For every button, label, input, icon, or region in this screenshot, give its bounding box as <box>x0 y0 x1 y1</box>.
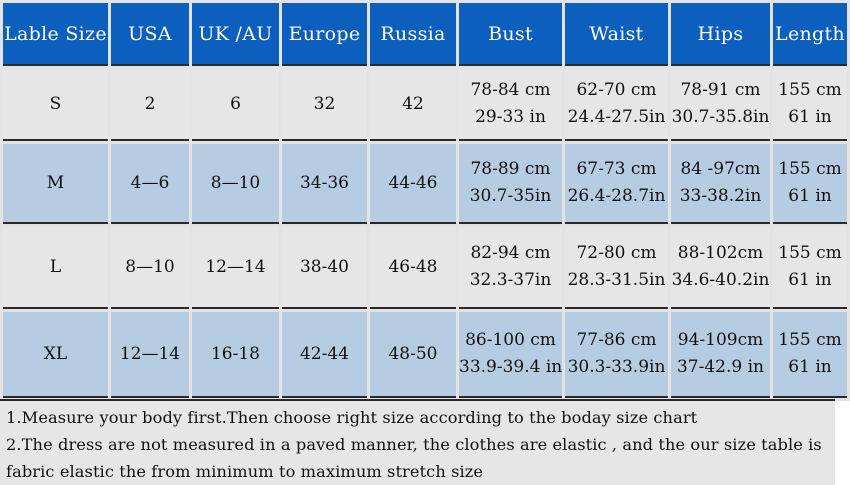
header-label-size: Lable Size <box>3 3 108 66</box>
bust-cell <box>459 227 562 309</box>
bust-cell <box>459 69 562 141</box>
header-russia: Russia <box>370 3 456 66</box>
russia-cell: 48-50 <box>370 312 456 398</box>
note-line: fabric elastic the from minimum to maximum stretch size <box>6 462 484 481</box>
hips-cell <box>671 144 770 224</box>
header-europe: Europe <box>282 3 367 66</box>
length-in: 61 in <box>788 270 832 290</box>
waist-cell <box>565 227 668 309</box>
size-label-cell: L <box>3 227 108 309</box>
bust-in: 29-33 in <box>475 107 546 127</box>
europe-cell: 34-36 <box>282 144 367 224</box>
bust-cell <box>459 312 562 398</box>
header-uk-au: UK /AU <box>192 3 279 66</box>
bust-cell <box>459 144 562 224</box>
note-line: 1.Measure your body first.Then choose right size according to the boday size chart <box>6 408 698 427</box>
waist-cell <box>565 312 668 398</box>
size-label-cell: M <box>3 144 108 224</box>
note-line: 2.The dress are not measured in a paved manner, the clothes are elastic , and the our size table is <box>6 435 822 454</box>
bust-in: 32.3-37in <box>469 270 552 290</box>
length-cell <box>773 144 847 224</box>
uk-au-cell: 6 <box>192 69 279 141</box>
table-row-xl <box>3 312 847 398</box>
header-bust: Bust <box>459 3 562 66</box>
waist-cm: 72-80 cm <box>576 243 657 263</box>
waist-in: 30.3-33.9in <box>567 357 666 377</box>
length-in: 61 in <box>788 186 832 206</box>
bust-cm: 82-94 cm <box>470 243 551 263</box>
russia-cell: 42 <box>370 69 456 141</box>
hips-cm: 88-102cm <box>677 243 764 263</box>
europe-cell: 42-44 <box>282 312 367 398</box>
hips-cell <box>671 312 770 398</box>
waist-cm: 77-86 cm <box>576 330 657 350</box>
usa-cell: 2 <box>111 69 189 141</box>
bust-in: 33.9-39.4 in <box>459 357 563 377</box>
waist-in: 26.4-28.7in <box>567 186 666 206</box>
table-row-s <box>3 69 847 141</box>
length-in: 61 in <box>788 357 832 377</box>
length-cm: 155 cm <box>778 330 842 350</box>
hips-in: 34.6-40.2in <box>671 270 770 290</box>
table-row-m <box>3 144 847 224</box>
uk-au-cell: 12—14 <box>192 227 279 309</box>
uk-au-cell: 8—10 <box>192 144 279 224</box>
header-usa: USA <box>111 3 189 66</box>
length-in: 61 in <box>788 107 832 127</box>
table-row-l <box>3 227 847 309</box>
size-label-cell: XL <box>3 312 108 398</box>
waist-cell <box>565 144 668 224</box>
europe-cell: 38-40 <box>282 227 367 309</box>
length-cm: 155 cm <box>778 159 842 179</box>
hips-cell <box>671 69 770 141</box>
russia-cell: 44-46 <box>370 144 456 224</box>
length-cm: 155 cm <box>778 243 842 263</box>
length-cell <box>773 69 847 141</box>
uk-au-cell: 16-18 <box>192 312 279 398</box>
size-label-cell: S <box>3 69 108 141</box>
hips-in: 33-38.2in <box>679 186 762 206</box>
waist-in: 24.4-27.5in <box>567 107 666 127</box>
usa-cell: 8—10 <box>111 227 189 309</box>
bust-in: 30.7-35in <box>469 186 552 206</box>
length-cm: 155 cm <box>778 80 842 100</box>
waist-cm: 62-70 cm <box>576 80 657 100</box>
usa-cell: 12—14 <box>111 312 189 398</box>
europe-cell: 32 <box>282 69 367 141</box>
waist-cm: 67-73 cm <box>576 159 657 179</box>
bust-cm: 78-89 cm <box>470 159 551 179</box>
header-hips: Hips <box>671 3 770 66</box>
russia-cell: 46-48 <box>370 227 456 309</box>
hips-cm: 84 -97cm <box>680 159 761 179</box>
waist-cell <box>565 69 668 141</box>
waist-in: 28.3-31.5in <box>567 270 666 290</box>
header-length: Length <box>773 3 847 66</box>
bust-cm: 78-84 cm <box>470 80 551 100</box>
usa-cell: 4—6 <box>111 144 189 224</box>
hips-cm: 94-109cm <box>677 330 764 350</box>
length-cell <box>773 312 847 398</box>
hips-in: 30.7-35.8in <box>671 107 770 127</box>
length-cell <box>773 227 847 309</box>
header-waist: Waist <box>565 3 668 66</box>
size-notes <box>0 399 835 485</box>
table-header-row <box>3 3 847 66</box>
hips-cm: 78-91 cm <box>680 80 761 100</box>
bust-cm: 86-100 cm <box>465 330 556 350</box>
hips-in: 37-42.9 in <box>676 357 765 377</box>
hips-cell <box>671 227 770 309</box>
